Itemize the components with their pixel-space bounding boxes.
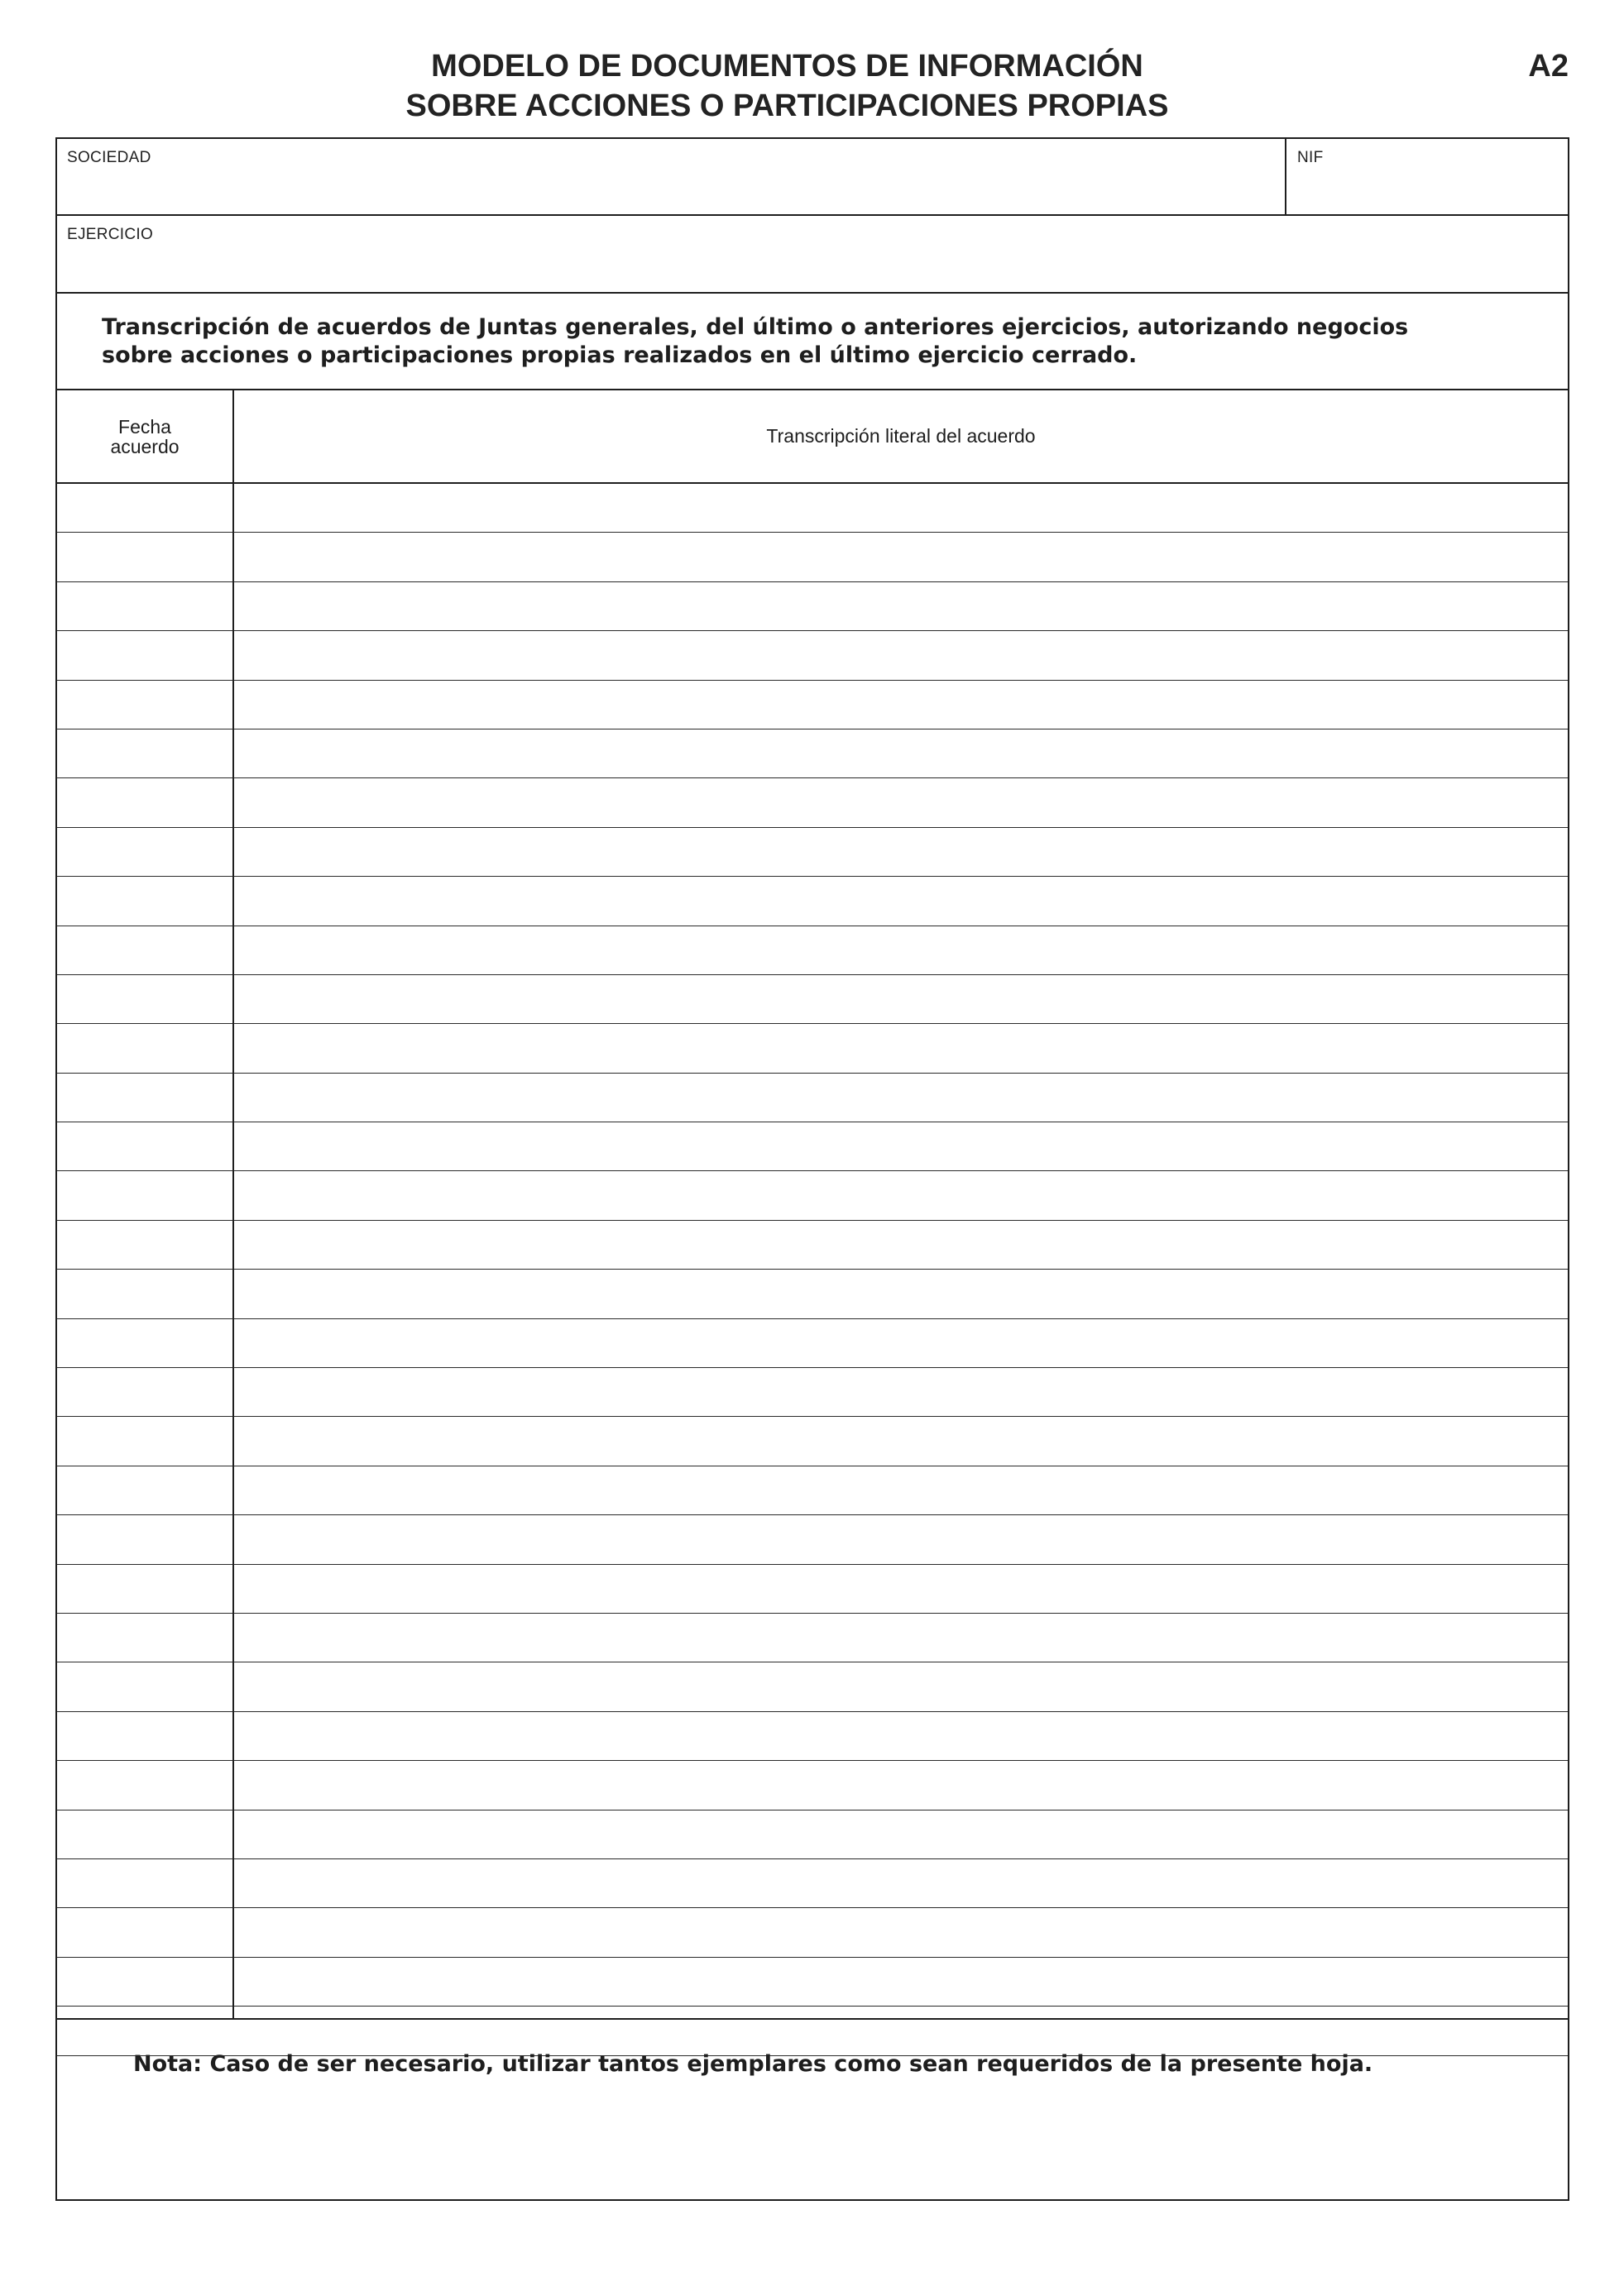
- table-row: [57, 1565, 1568, 1614]
- table-row: [57, 631, 1568, 680]
- transcripcion-cell[interactable]: [234, 631, 1568, 679]
- section-heading-line-1: Transcripción de acuerdos de Juntas generales, del último o anteriores ejercicios, autorizando negocios: [102, 314, 1409, 340]
- table-row: [57, 1466, 1568, 1515]
- transcripcion-cell[interactable]: [234, 729, 1568, 777]
- fecha-cell[interactable]: [57, 484, 232, 532]
- fecha-cell[interactable]: [57, 1515, 232, 1563]
- ejercicio-field[interactable]: [57, 216, 1568, 294]
- transcripcion-cell[interactable]: [234, 1221, 1568, 1269]
- transcripcion-cell[interactable]: [234, 1908, 1568, 1956]
- fecha-cell[interactable]: [57, 828, 232, 876]
- section-heading: [57, 294, 1568, 390]
- table-row: [57, 1319, 1568, 1368]
- transcripcion-cell[interactable]: [234, 1368, 1568, 1416]
- table-body: [57, 484, 1568, 2105]
- fecha-cell[interactable]: [57, 1270, 232, 1318]
- form-code: A2: [1528, 49, 1569, 84]
- table-row: [57, 1417, 1568, 1466]
- column-header-fecha-line-2: acuerdo: [110, 435, 180, 457]
- fecha-cell[interactable]: [57, 1122, 232, 1170]
- transcripcion-cell[interactable]: [234, 1171, 1568, 1219]
- section-heading-line-2: sobre acciones o participaciones propias realizados en el último ejercicio cerrado.: [102, 342, 1138, 368]
- fecha-cell[interactable]: [57, 1761, 232, 1809]
- nif-field[interactable]: [1286, 139, 1568, 214]
- table-row: [57, 1074, 1568, 1122]
- table-row: [57, 828, 1568, 877]
- fecha-cell[interactable]: [57, 1024, 232, 1072]
- transcripcion-cell[interactable]: [234, 1122, 1568, 1170]
- footer-note-text: Nota: Caso de ser necesario, utilizar tantos ejemplares como sean requeridos de la presente hoja.: [133, 2051, 1373, 2077]
- fecha-cell[interactable]: [57, 582, 232, 630]
- fecha-cell[interactable]: [57, 1466, 232, 1514]
- footer-note: [57, 2020, 1568, 2117]
- table-row: [57, 877, 1568, 926]
- column-divider: [232, 390, 234, 2018]
- fecha-cell[interactable]: [57, 1368, 232, 1416]
- transcripcion-cell[interactable]: [234, 1565, 1568, 1613]
- transcripcion-cell[interactable]: [234, 1859, 1568, 1907]
- table-row: [57, 1270, 1568, 1318]
- transcripcion-cell[interactable]: [234, 681, 1568, 729]
- transcripcion-cell[interactable]: [234, 1712, 1568, 1760]
- table-row: [57, 484, 1568, 533]
- fecha-cell[interactable]: [57, 729, 232, 777]
- fecha-cell[interactable]: [57, 631, 232, 679]
- transcripcion-cell[interactable]: [234, 1466, 1568, 1514]
- document-title: [0, 46, 1624, 126]
- table-row: [57, 1221, 1568, 1270]
- fecha-cell[interactable]: [57, 1221, 232, 1269]
- fecha-cell[interactable]: [57, 1319, 232, 1367]
- table-header: [57, 390, 1568, 484]
- table-row: [57, 778, 1568, 827]
- fecha-cell[interactable]: [57, 1417, 232, 1465]
- fecha-cell[interactable]: [57, 1908, 232, 1956]
- table-row: [57, 1662, 1568, 1711]
- transcripcion-cell[interactable]: [234, 1024, 1568, 1072]
- table-row: [57, 1712, 1568, 1761]
- sociedad-field[interactable]: [57, 139, 1285, 214]
- title-line-1: MODELO DE DOCUMENTOS DE INFORMACIÓN: [431, 49, 1143, 84]
- transcripcion-cell[interactable]: [234, 975, 1568, 1023]
- fecha-cell[interactable]: [57, 1810, 232, 1858]
- fecha-cell[interactable]: [57, 533, 232, 581]
- transcripcion-cell[interactable]: [234, 1662, 1568, 1710]
- table-row: [57, 1024, 1568, 1073]
- table-row: [57, 1761, 1568, 1810]
- transcripcion-cell[interactable]: [234, 1515, 1568, 1563]
- transcripcion-cell[interactable]: [234, 926, 1568, 974]
- fecha-cell[interactable]: [57, 1859, 232, 1907]
- transcripcion-cell[interactable]: [234, 1270, 1568, 1318]
- transcripcion-cell[interactable]: [234, 484, 1568, 532]
- column-header-fecha-line-1: Fecha: [118, 415, 171, 438]
- title-line-2: SOBRE ACCIONES O PARTICIPACIONES PROPIAS: [405, 88, 1169, 123]
- transcripcion-cell[interactable]: [234, 877, 1568, 925]
- table-row: [57, 926, 1568, 975]
- table-row: [57, 975, 1568, 1024]
- transcripcion-cell[interactable]: [234, 1810, 1568, 1858]
- transcripcion-cell[interactable]: [234, 778, 1568, 826]
- table-row: [57, 1958, 1568, 2007]
- form-frame: [55, 137, 1569, 2201]
- nif-label: NIF: [1297, 149, 1324, 166]
- fecha-cell[interactable]: [57, 1712, 232, 1760]
- table-row: [57, 1908, 1568, 1957]
- fecha-cell[interactable]: [57, 1565, 232, 1613]
- ejercicio-label: EJERCICIO: [67, 226, 154, 243]
- table-row: [57, 1122, 1568, 1171]
- section-heading-text: [102, 313, 1467, 370]
- table-row: [57, 1859, 1568, 1908]
- table-row: [57, 729, 1568, 778]
- table-row: [57, 1515, 1568, 1564]
- sociedad-label: SOCIEDAD: [67, 149, 151, 166]
- fecha-cell[interactable]: [57, 681, 232, 729]
- transcripcion-cell[interactable]: [234, 828, 1568, 876]
- fecha-cell[interactable]: [57, 926, 232, 974]
- transcripcion-cell[interactable]: [234, 1074, 1568, 1122]
- column-header-transcripcion: Transcripción literal del acuerdo: [766, 425, 1036, 447]
- fecha-cell[interactable]: [57, 975, 232, 1023]
- fecha-cell[interactable]: [57, 877, 232, 925]
- transcripcion-cell[interactable]: [234, 1958, 1568, 2006]
- sociedad-nif-row: [57, 139, 1568, 216]
- transcripcion-cell[interactable]: [234, 1614, 1568, 1662]
- transcripcion-cell[interactable]: [234, 1417, 1568, 1465]
- table-row: [57, 1368, 1568, 1417]
- fecha-cell[interactable]: [57, 1171, 232, 1219]
- transcripcion-cell[interactable]: [234, 582, 1568, 630]
- column-header-fecha: [57, 390, 232, 482]
- fecha-cell[interactable]: [57, 1958, 232, 2006]
- transcripcion-cell[interactable]: [234, 533, 1568, 581]
- table-row: [57, 1614, 1568, 1662]
- fecha-cell[interactable]: [57, 1074, 232, 1122]
- transcripcion-cell[interactable]: [234, 1319, 1568, 1367]
- fecha-cell[interactable]: [57, 1662, 232, 1710]
- transcripcion-cell[interactable]: [234, 1761, 1568, 1809]
- table-row: [57, 533, 1568, 581]
- fecha-cell[interactable]: [57, 778, 232, 826]
- table-row: [57, 1171, 1568, 1220]
- table-row: [57, 582, 1568, 631]
- table-row: [57, 1810, 1568, 1859]
- acuerdos-table: [57, 390, 1568, 2020]
- fecha-cell[interactable]: [57, 1614, 232, 1662]
- table-row: [57, 681, 1568, 729]
